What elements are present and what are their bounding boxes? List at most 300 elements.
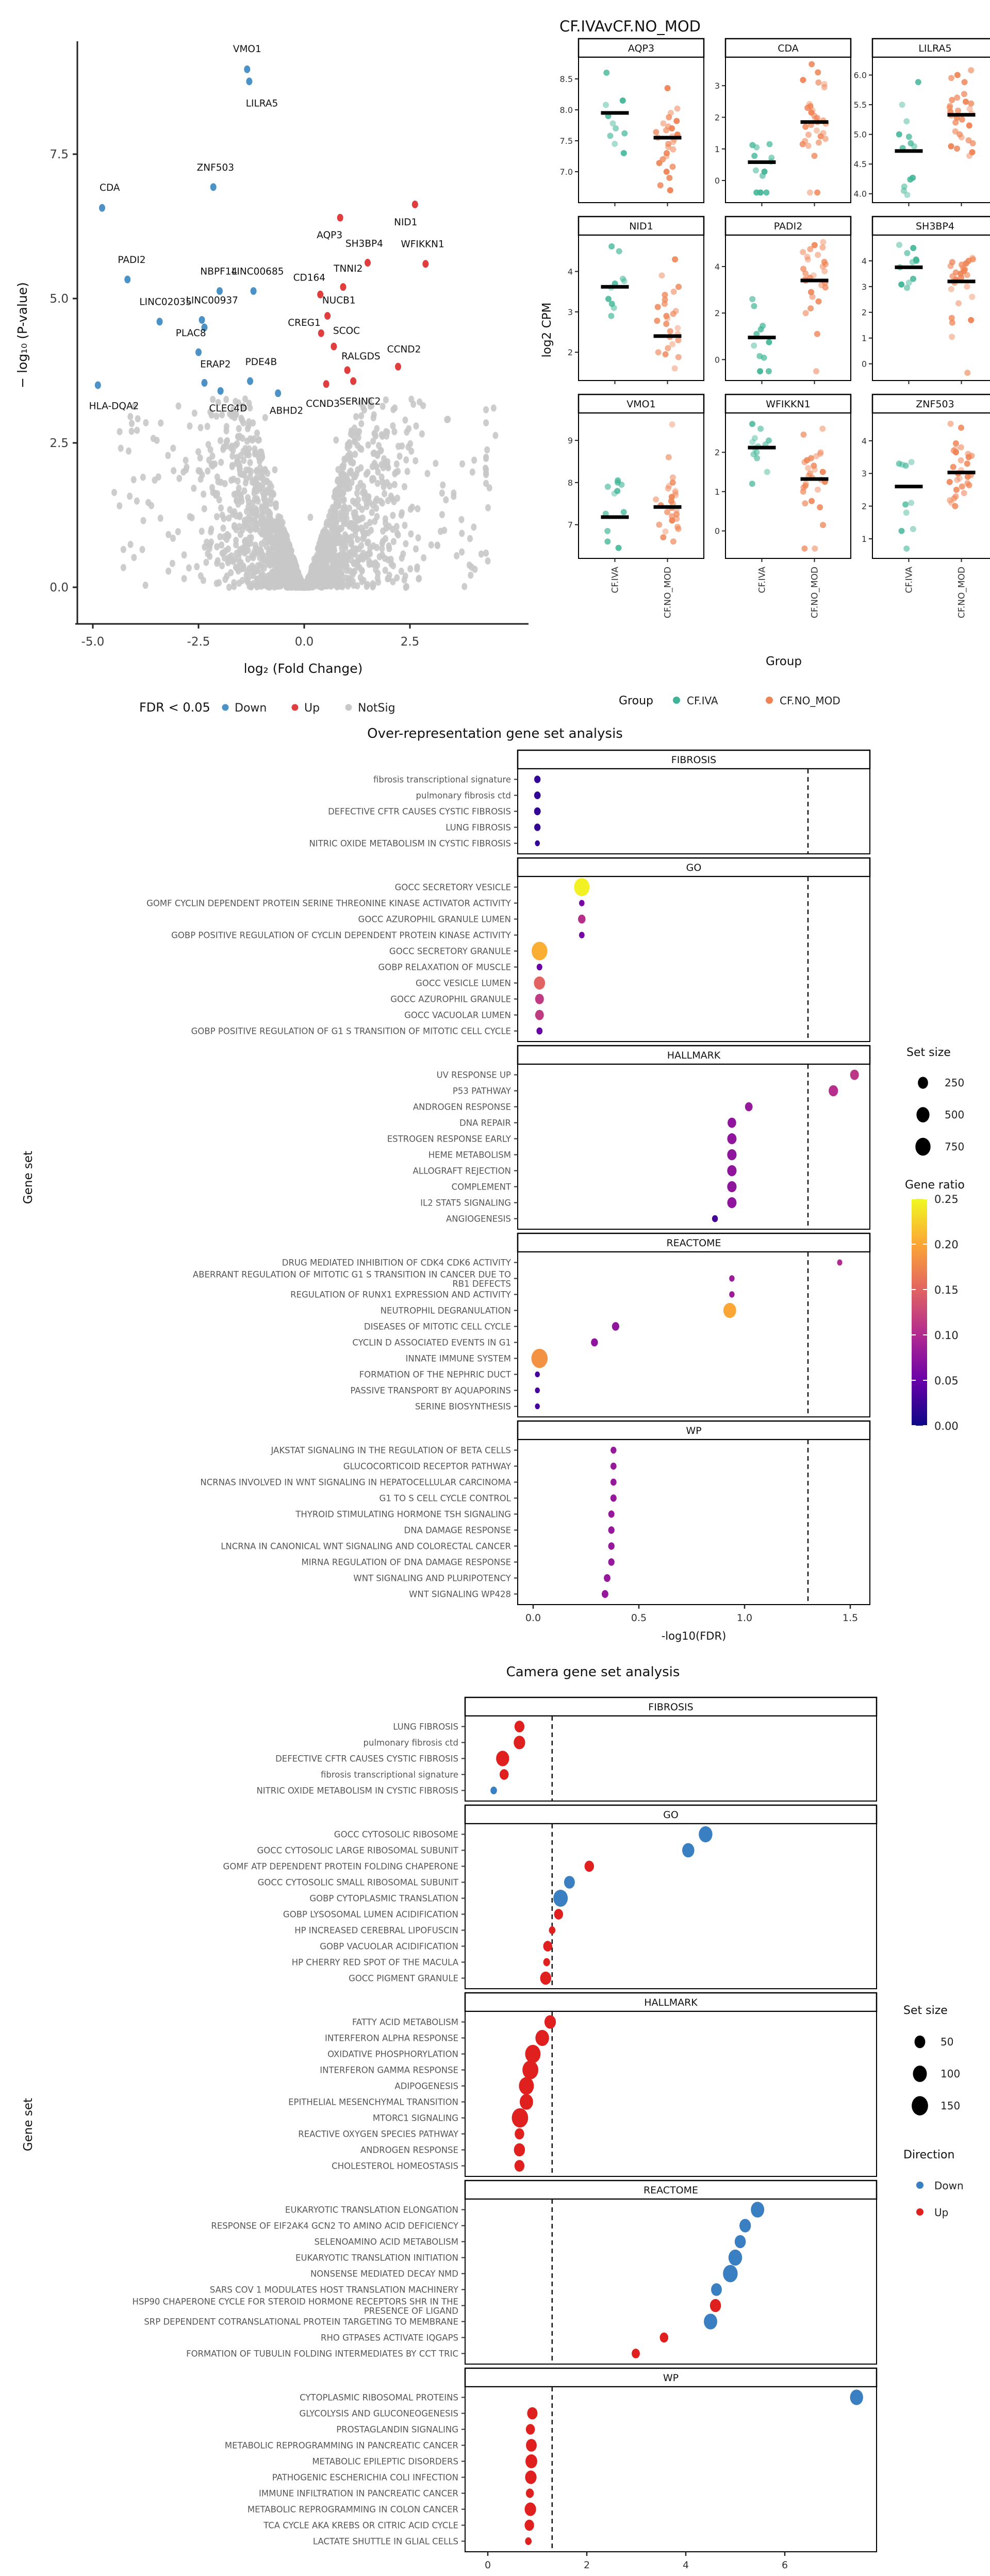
cpm-point-nomod [670, 163, 676, 170]
cpm-point-nomod [820, 239, 826, 245]
volcano-point-notsig [417, 399, 422, 406]
volcano-point-notsig [226, 554, 232, 561]
row-label: SELENOAMINO ACID METABOLISM [314, 2237, 458, 2247]
volcano-point-notsig [332, 510, 338, 517]
cpm-point-nomod [947, 479, 953, 485]
direction-legend-label: Up [934, 2206, 949, 2219]
cpm-point-nomod [958, 444, 964, 451]
cpm-facet-grid [536, 0, 990, 724]
volcano-point-notsig [226, 584, 232, 591]
y-tick-label: 9 [567, 436, 573, 446]
volcano-point-notsig [251, 565, 256, 572]
volcano-point-notsig [268, 549, 273, 556]
cpm-point-iva [604, 538, 610, 544]
volcano-point-notsig [175, 528, 181, 535]
x-tick-label: CF.IVA [610, 567, 621, 593]
cpm-point-nomod [812, 153, 818, 159]
dot-wp-row1 [610, 1447, 616, 1454]
volcano-point-notsig [416, 534, 421, 541]
facet-header-label: REACTOME [643, 2185, 699, 2196]
cpm-point-nomod [803, 310, 809, 316]
ora-svg [0, 722, 990, 1650]
volcano-point-up [395, 363, 401, 371]
volcano-point-notsig [291, 580, 297, 587]
volcano-point-notsig [254, 430, 260, 437]
row-label: G1 TO S CELL CYCLE CONTROL [379, 1493, 511, 1504]
volcano-point-notsig [352, 568, 357, 575]
dot-hallmark-row1 [544, 2015, 556, 2028]
volcano-point-notsig [129, 420, 135, 427]
row-label: SRP DEPENDENT COTRANSLATIONAL PROTEIN TARGETING TO MEMBRANE [144, 2317, 458, 2327]
set-size-legend-value: 750 [945, 1141, 965, 1153]
facet-header-label: GO [663, 1809, 679, 1821]
volcano-point-notsig [408, 531, 414, 538]
volcano-point-notsig [218, 459, 224, 466]
volcano-point-notsig [143, 582, 148, 589]
volcano-point-notsig [370, 475, 375, 482]
y-tick-label: 4 [714, 261, 720, 272]
dot-hallmark-row2 [535, 2030, 549, 2046]
set-size-legend-dot [912, 2096, 928, 2115]
volcano-point-notsig [254, 583, 260, 590]
volcano-point-notsig [403, 540, 408, 548]
cpm-point-nomod [654, 318, 660, 324]
facet-body [518, 877, 870, 1042]
volcano-point-notsig [413, 546, 419, 553]
x-tick-label: 6 [781, 2560, 788, 2571]
cpm-point-iva [620, 97, 626, 104]
cpm-point-nomod [665, 485, 671, 491]
volcano-point-notsig [201, 491, 206, 498]
cpm-point-nomod [663, 351, 669, 357]
cpm-point-nomod [663, 127, 669, 134]
legend-dot-up [292, 704, 299, 711]
cpm-point-nomod [665, 85, 671, 91]
volcano-point-notsig [214, 513, 220, 520]
facet-header-label: WFIKKN1 [766, 399, 811, 410]
dot-hallmark-row8 [727, 1181, 736, 1192]
facet-header-label: NID1 [629, 221, 653, 232]
row-label: DEFECTIVE CFTR CAUSES CYSTIC FIBROSIS [275, 1754, 458, 1764]
volcano-point-notsig [220, 550, 225, 557]
x-tick-label: 4 [682, 2560, 689, 2571]
volcano-point-notsig [231, 476, 237, 483]
cpm-point-iva [899, 528, 905, 534]
gene-label: CLEC4D [209, 403, 248, 414]
cpm-point-iva [749, 421, 755, 427]
cpm-point-iva [616, 248, 622, 254]
volcano-point-notsig [228, 569, 234, 576]
cpm-point-nomod [672, 256, 678, 262]
volcano-point-up [422, 260, 428, 268]
volcano-point-notsig [335, 502, 341, 509]
y-tick-label: 6.0 [853, 70, 867, 80]
volcano-point-notsig [469, 564, 474, 571]
ora-dotplot [0, 722, 990, 1652]
volcano-point-notsig [131, 476, 137, 483]
facet-header-label: WP [663, 2372, 679, 2384]
volcano-point-notsig [402, 417, 408, 424]
cpm-point-iva [911, 143, 917, 150]
volcano-point-notsig [189, 514, 195, 521]
dot-go-row7 [549, 1926, 555, 1934]
cpm-point-iva [915, 79, 921, 85]
volcano-point-notsig [283, 550, 289, 557]
dot-fibrosis-row2 [514, 1736, 525, 1749]
volcano-point-notsig [242, 538, 248, 545]
row-label: NEUTROPHIL DEGRANULATION [380, 1306, 511, 1316]
cpm-point-nomod [653, 129, 659, 135]
volcano-point-notsig [353, 413, 359, 420]
volcano-point-up [324, 312, 331, 320]
cpm-point-iva [621, 150, 627, 156]
dot-wp-row1 [850, 2390, 863, 2405]
dot-hallmark-row10 [712, 1215, 718, 1222]
row-label: MTORC1 SIGNALING [372, 2113, 458, 2123]
volcano-point-notsig [471, 523, 476, 531]
cpm-point-nomod [800, 141, 806, 147]
row-label: GOBP POSITIVE REGULATION OF G1 S TRANSITION OF MITOTIC CELL CYCLE [191, 1026, 511, 1036]
y-tick-label: 3 [567, 307, 573, 317]
volcano-point-notsig [235, 489, 241, 497]
cpm-point-nomod [958, 425, 964, 431]
volcano-point-notsig [205, 468, 210, 475]
cpm-point-iva [621, 509, 627, 515]
cpm-point-nomod [952, 503, 958, 509]
cpm-point-nomod [819, 426, 826, 432]
volcano-point-notsig [341, 464, 346, 471]
row-label: GOCC SECRETORY VESICLE [394, 882, 511, 893]
volcano-point-notsig [217, 533, 223, 540]
facet-header-label: HALLMARK [667, 1050, 721, 1061]
volcano-point-notsig [385, 463, 391, 470]
volcano-point-notsig [252, 489, 257, 497]
volcano-point-notsig [330, 504, 336, 511]
volcano-point-notsig [243, 475, 249, 483]
row-label: LUNG FIBROSIS [393, 1722, 458, 1732]
gene-label: CCND3 [306, 398, 340, 409]
volcano-point-notsig [291, 569, 296, 576]
volcano-point-notsig [121, 546, 126, 553]
volcano-point-notsig [318, 558, 324, 566]
dot-reactome-row10 [632, 2349, 640, 2358]
row-label: OXIDATIVE PHOSPHORYLATION [327, 2049, 458, 2059]
set-size-legend-value: 50 [940, 2036, 954, 2048]
volcano-point-notsig [425, 470, 431, 477]
row-label: THYROID STIMULATING HORMONE TSH SIGNALING [295, 1509, 511, 1520]
volcano-point-up [323, 380, 329, 388]
y-tick-label: 0.0 [50, 581, 69, 595]
dot-hallmark-row6 [520, 2094, 533, 2110]
volcano-point-notsig [345, 583, 351, 590]
cpm-point-nomod [802, 500, 808, 506]
volcano-point-notsig [129, 427, 135, 435]
dot-reactome-row5 [612, 1322, 619, 1331]
dot-reactome-row1 [837, 1260, 842, 1266]
row-label: METABOLIC EPILEPTIC DISORDERS [312, 2456, 458, 2467]
facet-header-label: REACTOME [666, 1237, 721, 1249]
cpm-point-nomod [822, 136, 829, 142]
volcano-point-notsig [265, 486, 271, 493]
y-tick-label: 5.5 [853, 100, 867, 110]
row-label: DEFECTIVE CFTR CAUSES CYSTIC FIBROSIS [328, 806, 511, 817]
facet-body [579, 413, 704, 558]
cpm-point-iva [761, 355, 767, 361]
set-size-legend-dot [913, 2066, 927, 2082]
legend-dot-cfiva [673, 697, 680, 704]
ora-title: Over-representation gene set analysis [367, 726, 623, 741]
volcano-point-notsig [187, 422, 193, 430]
dot-hallmark-row6 [727, 1149, 736, 1160]
volcano-point-notsig [315, 552, 320, 559]
volcano-point-notsig [232, 414, 238, 421]
dot-reactome-row3 [729, 1291, 735, 1297]
volcano-point-notsig [346, 505, 352, 512]
cpm-point-nomod [807, 305, 814, 311]
cpm-point-nomod [950, 464, 956, 470]
volcano-point-notsig [176, 475, 182, 482]
volcano-point-notsig [330, 525, 336, 532]
volcano-point-notsig [251, 549, 257, 556]
row-label: EUKARYOTIC TRANSLATION INITIATION [295, 2253, 458, 2263]
cpm-point-nomod [667, 187, 673, 193]
volcano-point-notsig [253, 483, 258, 490]
gene-label: CCND2 [387, 344, 421, 355]
volcano-point-notsig [384, 433, 389, 440]
volcano-point-notsig [257, 561, 263, 568]
volcano-point-notsig [246, 422, 252, 430]
volcano-point-notsig [348, 540, 354, 548]
cpm-point-iva [760, 173, 766, 179]
dot-go-row10 [536, 1028, 542, 1035]
volcano-point-notsig [459, 549, 465, 556]
volcano-point-notsig [384, 524, 389, 532]
facet-body [725, 413, 851, 558]
gene-label: SERINC2 [339, 396, 381, 407]
volcano-point-notsig [259, 551, 265, 558]
cpm-point-iva [751, 153, 757, 159]
volcano-point-notsig [382, 490, 387, 498]
volcano-point-notsig [421, 554, 426, 562]
cpm-point-nomod [673, 118, 680, 124]
gene-label: LINC02035 [139, 296, 192, 308]
volcano-point-notsig [373, 559, 378, 567]
volcano-point-notsig [216, 478, 221, 485]
cpm-point-nomod [959, 117, 965, 123]
volcano-point-notsig [390, 526, 395, 533]
y-tick-label: 7.5 [50, 148, 69, 161]
dot-fibrosis-row1 [534, 775, 540, 783]
cpm-point-iva [754, 455, 760, 461]
volcano-point-notsig [194, 563, 200, 570]
row-label: CYCLIN D ASSOCIATED EVENTS IN G1 [352, 1337, 511, 1348]
volcano-legend-title: FDR < 0.05 [139, 700, 210, 715]
row-label: DRUG MEDIATED INHIBITION OF CDK4 CDK6 ACTIVITY [282, 1258, 511, 1268]
row-label: LNCRNA IN CANONICAL WNT SIGNALING AND COLORECTAL CANCER [221, 1541, 511, 1551]
x-tick-label: CF.IVA [904, 567, 915, 593]
cpm-point-nomod [807, 189, 813, 195]
volcano-point-notsig [128, 541, 134, 548]
row-label: ANDROGEN RESPONSE [412, 1102, 511, 1112]
cpm-point-nomod [949, 320, 955, 326]
dot-hallmark-row5 [519, 2077, 534, 2094]
cpm-point-nomod [949, 97, 955, 103]
cpm-point-nomod [814, 331, 820, 337]
volcano-point-down [275, 389, 281, 397]
row-label: LACTATE SHUTTLE IN GLIAL CELLS [312, 2536, 458, 2547]
volcano-point-notsig [359, 578, 365, 585]
volcano-point-notsig [369, 509, 375, 516]
volcano-point-notsig [374, 544, 380, 551]
cpm-point-nomod [656, 160, 663, 166]
median-bar-iva [895, 485, 922, 488]
dot-reactome-row8 [704, 2314, 717, 2330]
row-label: GOBP CYTOPLASMIC TRANSLATION [309, 1893, 458, 1904]
volcano-point-notsig [303, 584, 308, 591]
volcano-point-notsig [248, 581, 253, 588]
cpm-point-nomod [952, 120, 959, 126]
volcano-point-notsig [443, 496, 449, 503]
volcano-point-notsig [385, 556, 391, 564]
facet-body [465, 1824, 877, 1989]
volcano-point-notsig [117, 502, 122, 509]
volcano-point-notsig [459, 460, 465, 468]
volcano-point-notsig [191, 485, 196, 492]
cpm-point-nomod [813, 453, 819, 459]
facet-header-label: VMO1 [626, 399, 656, 410]
dot-go-row2 [579, 900, 585, 906]
dot-hallmark-row3 [525, 2045, 540, 2063]
dot-wp-row4 [526, 2439, 537, 2452]
volcano-point-notsig [322, 526, 327, 534]
cpm-point-iva [766, 339, 772, 345]
median-bar-nomod [801, 477, 829, 481]
cpm-point-iva [616, 545, 622, 551]
cpm-point-iva [904, 285, 910, 291]
volcano-point-notsig [483, 455, 489, 462]
set-size-legend-title: Set size [903, 2004, 948, 2017]
volcano-point-notsig [378, 447, 384, 454]
dot-hallmark-row2 [829, 1085, 838, 1097]
volcano-point-notsig [176, 402, 182, 409]
volcano-point-notsig [200, 471, 205, 478]
volcano-point-notsig [197, 454, 203, 461]
volcano-point-notsig [134, 498, 140, 505]
cpm-point-iva [757, 426, 764, 432]
set-size-legend-value: 150 [940, 2100, 961, 2112]
cpm-point-nomod [800, 488, 806, 494]
dot-wp-row4 [610, 1494, 617, 1501]
volcano-point-notsig [354, 490, 360, 497]
cpm-point-nomod [800, 249, 806, 255]
legend-label: CF.IVA [687, 695, 718, 707]
dot-hallmark-row4 [728, 1118, 736, 1128]
cpm-point-nomod [964, 370, 970, 376]
legend-label: Down [235, 702, 267, 715]
x-axis-title: -log10(FDR) [661, 1630, 727, 1642]
y-tick-label: 0 [861, 359, 867, 369]
y-tick-label: 8 [567, 477, 573, 488]
volcano-point-notsig [335, 477, 340, 485]
volcano-point-notsig [345, 441, 351, 449]
volcano-point-notsig [352, 524, 358, 532]
median-bar-iva [601, 111, 629, 115]
volcano-point-notsig [383, 515, 388, 522]
row-label: JAKSTAT SIGNALING IN THE REGULATION OF BETA CELLS [271, 1445, 511, 1456]
row-label: DNA DAMAGE RESPONSE [404, 1525, 511, 1535]
volcano-point-notsig [484, 447, 490, 454]
volcano-point-notsig [261, 492, 267, 500]
median-bar-iva [601, 515, 629, 519]
volcano-point-notsig [340, 535, 346, 542]
y-tick-label: 1 [714, 144, 720, 154]
set-size-legend-value: 100 [940, 2068, 961, 2080]
dot-reactome-row6 [591, 1339, 598, 1347]
volcano-point-notsig [236, 459, 241, 466]
row-label: ESTROGEN RESPONSE EARLY [387, 1134, 511, 1144]
gene-label: LILRA5 [245, 98, 278, 109]
direction-legend-dot-down [916, 2182, 923, 2189]
volcano-point-notsig [220, 524, 226, 532]
volcano-point-notsig [254, 575, 260, 583]
volcano-point-notsig [491, 404, 497, 411]
gene-ratio-tick-label: 0.00 [934, 1420, 959, 1432]
volcano-point-notsig [349, 427, 354, 435]
cpm-point-nomod [659, 272, 665, 278]
row-label: GLYCOLYSIS AND GLUCONEOGENESIS [299, 2408, 458, 2419]
y-tick-label: 3 [714, 81, 720, 91]
volcano-point-notsig [117, 428, 123, 435]
facet-header-label: PADI2 [773, 221, 803, 232]
cpm-point-iva [898, 282, 904, 288]
y-tick-label: 4.5 [853, 159, 867, 170]
dot-go-row9 [535, 1010, 544, 1020]
row-label: fibrosis transcriptional signature [320, 1770, 458, 1780]
dot-go-row6 [537, 964, 542, 970]
row-label: METABOLIC REPROGRAMMING IN COLON CANCER [247, 2504, 458, 2515]
facet-header-label: HALLMARK [644, 1997, 698, 2008]
volcano-point-notsig [273, 534, 278, 541]
volcano-point-notsig [346, 523, 352, 530]
cpm-point-nomod [663, 321, 669, 327]
cpm-point-nomod [653, 497, 659, 503]
set-size-legend-dot [915, 2036, 926, 2049]
cpm-point-nomod [663, 529, 669, 535]
cpm-point-iva [611, 305, 617, 311]
volcano-point-notsig [243, 467, 249, 474]
volcano-point-notsig [270, 490, 276, 498]
volcano-point-notsig [265, 509, 271, 516]
volcano-point-notsig [247, 404, 253, 411]
volcano-point-down [199, 316, 205, 324]
set-size-legend-title: Set size [906, 1046, 951, 1059]
volcano-point-notsig [217, 496, 222, 503]
dot-fibrosis-row4 [500, 1769, 509, 1780]
gene-label: ABHD2 [269, 405, 304, 417]
volcano-point-notsig [324, 519, 329, 526]
volcano-point-notsig [394, 460, 400, 468]
volcano-point-notsig [492, 432, 498, 439]
volcano-point-notsig [374, 513, 380, 520]
row-label: WNT SIGNALING AND PLURIPOTENCY [353, 1573, 511, 1583]
volcano-point-notsig [333, 437, 339, 444]
cpm-point-iva [757, 189, 764, 195]
facet-body [465, 1716, 877, 1801]
dot-reactome-row2 [729, 1275, 735, 1281]
dot-reactome-row4 [729, 2250, 742, 2266]
row-label: SERINE BIOSYNTHESIS [415, 1401, 511, 1412]
volcano-point-notsig [220, 511, 225, 519]
